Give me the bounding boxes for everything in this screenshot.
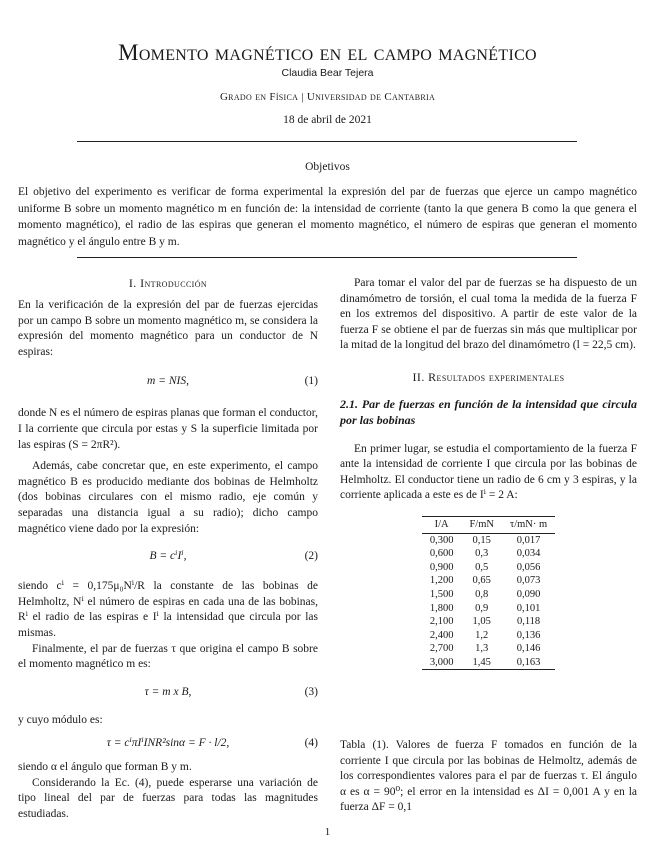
- paper-title: Momento magnético en el campo magnético: [118, 40, 537, 65]
- table-1-caption: Tabla (1). Valores de fuerza F tomados en función de la corriente I que circula por las bobinas de Helmoltz, además de los correspondientes valores para el par de fuerzas τ. El ángulo α es α = 90⁰; el error en la intensidad es ΔI = 0,001 A y en la fuerza ΔF = 0,1: [340, 739, 637, 814]
- equation-3: [18, 685, 318, 705]
- table-cell: 2,700: [429, 643, 454, 655]
- table-cell: 1,800: [429, 602, 454, 614]
- equation-1-number: (1): [304, 375, 318, 388]
- left-column: [18, 298, 318, 823]
- table-cell: 0,073: [516, 575, 541, 587]
- abstract-heading: Objetivos: [305, 161, 350, 173]
- table-1-wrapper: [340, 516, 637, 671]
- table-cell: 1,2: [475, 629, 489, 641]
- equation-2-body: B = cⁱIⁱ,: [149, 550, 187, 563]
- table-cell: 0,163: [502, 656, 555, 670]
- table-cell: 2,100: [429, 616, 454, 628]
- abstract-text: El objetivo del experimento es verificar de forma experimental la expresión del par de fuerzas que ejerce un campo magnético uniforme B sobre un momento magnético m en función de: la intensidad de corriente (tanto la que genera B como la que genera el momento magnético), el radio de las espiras que generan el momento magnético, el número de espiras que generan el momento magnético y el ángulo entre B y m.: [18, 186, 637, 248]
- affiliation: Grado en Física | Universidad de Cantabria: [219, 91, 436, 103]
- intro-paragraph-8: Considerando la Ec. (4), puede esperarse una variación de tipo lineal del par de fuerzas para todas las magnitudes estudiadas.: [18, 776, 318, 821]
- table-cell: 0,65: [472, 575, 491, 587]
- table-cell: 1,200: [429, 575, 454, 587]
- equation-4-body: τ = cⁱπIⁱINR²sinα = F · l/2,: [106, 737, 230, 750]
- table-cell: 0,900: [429, 561, 454, 573]
- table-cell: 3,000: [422, 656, 462, 670]
- table-cell: 0,056: [516, 561, 541, 573]
- intro-paragraph-5: Finalmente, el par de fuerzas τ que origina el campo B sobre el momento magnético m es:: [18, 642, 318, 671]
- table-row: [422, 561, 555, 575]
- table-header-torque: τ/mN· m: [502, 516, 555, 533]
- subsection-heading-2-1: 2.1. Par de fuerzas en función de la intensidad que circula por las bobinas: [340, 396, 637, 427]
- table-cell: 0,9: [475, 602, 489, 614]
- section-heading-introduction: I. Introducción: [128, 276, 208, 290]
- table-cell: 0,034: [516, 548, 541, 560]
- author-name: Claudia Bear Tejera: [281, 67, 374, 79]
- equation-3-body: τ = m x B,: [144, 685, 192, 698]
- table-cell: 1,45: [461, 656, 502, 670]
- intro-paragraph-3: Además, cabe concretar que, en este experimento, el campo magnético B es producido mediante dos bobinas de Helmholtz (dos bobinas circulares con el mismo radio, eje común y separadas una distancia igual a su radio); dicho campo magnético viene dado por la expresión:: [18, 460, 318, 535]
- table-row: [422, 533, 555, 547]
- publication-date: 18 de abril de 2021: [283, 114, 372, 126]
- table-cell: 1,05: [472, 616, 491, 628]
- table-cell: 0,300: [429, 534, 454, 546]
- intro-paragraph-1: En la verificación de la expresión del par de fuerzas ejercidas por un campo B sobre un momento magnético m, se considera la expresión del momento magnético para un conductor de N espiras:: [18, 299, 318, 358]
- table-header-row: [422, 516, 555, 533]
- equation-1-body: m = NIS,: [147, 375, 189, 388]
- table-row: [422, 588, 555, 602]
- equation-3-number: (3): [304, 685, 318, 698]
- table-row: [422, 629, 555, 643]
- table-header-force: F/mN: [461, 516, 502, 533]
- table-row: [422, 602, 555, 616]
- table-cell: 0,017: [516, 534, 541, 546]
- equation-1: [18, 374, 318, 394]
- table-row: [422, 547, 555, 561]
- table-cell: 0,15: [472, 534, 491, 546]
- right-column: [340, 276, 637, 670]
- table-cell: 0,118: [516, 616, 541, 628]
- table-row: [422, 642, 555, 656]
- table-header-current: I/A: [422, 516, 462, 533]
- method-paragraph: Para tomar el valor del par de fuerzas se ha dispuesto de un dinamómetro de torsión, el cual toma la medida de la fuerza F en los extremos del dispositivo. A partir de este valor de la fuerza F se obtiene el par de fuerzas sin más que multiplicar por la mitad de la longitud del brazo del dinamómetro (l = 22,5 cm).: [340, 277, 637, 352]
- table-cell: 2,400: [429, 629, 454, 641]
- top-divider: [77, 141, 577, 142]
- table-cell: 0,090: [516, 588, 541, 600]
- table-cell: 0,600: [429, 548, 454, 560]
- table-cell: 0,101: [516, 602, 541, 614]
- intro-paragraph-4: siendo cⁱ = 0,175μ₀Nⁱ/R la constante de las bobinas de Helmholtz, Nⁱ el número de espiras en cada una de las bobinas, Rⁱ el radio de las espiras e Iⁱ la intensidad que circula por las mismas.: [18, 580, 318, 639]
- intro-paragraph-7: siendo α el ángulo que forman B y m.: [18, 761, 192, 774]
- table-cell: 0,146: [516, 643, 541, 655]
- table-row: [422, 574, 555, 588]
- table-row: [422, 656, 555, 670]
- table-row: [422, 615, 555, 629]
- equation-4-number: (4): [304, 737, 318, 750]
- intro-paragraph-6: y cuyo módulo es:: [18, 713, 103, 726]
- table-cell: 0,8: [475, 588, 489, 600]
- equation-2-number: (2): [304, 550, 318, 563]
- table-1: [422, 516, 555, 671]
- equation-4: [18, 736, 318, 756]
- intro-paragraph-2: donde N es el número de espiras planas que forman el conductor, I la corriente que circula por estas y S la superficie limitada por las espiras (S = 2πR²).: [18, 407, 318, 451]
- section-heading-results: II. Resultados experimentales: [412, 369, 565, 384]
- table-cell: 0,5: [475, 561, 489, 573]
- table-cell: 1,3: [475, 643, 489, 655]
- results-paragraph-1: En primer lugar, se estudia el comportamiento de la fuerza F ante la intensidad de corriente I que circula por las bobinas de Helmholtz. El conductor tiene un radio de 6 cm y 3 espiras, y la corriente aplicada a este es de Iⁱ = 2 A:: [340, 442, 637, 502]
- table-cell: 1,500: [429, 588, 454, 600]
- equation-2: [18, 549, 318, 569]
- abstract-divider: [77, 257, 577, 258]
- table-cell: 0,136: [516, 629, 541, 641]
- table-cell: 0,3: [475, 548, 489, 560]
- page-number: 1: [324, 826, 331, 838]
